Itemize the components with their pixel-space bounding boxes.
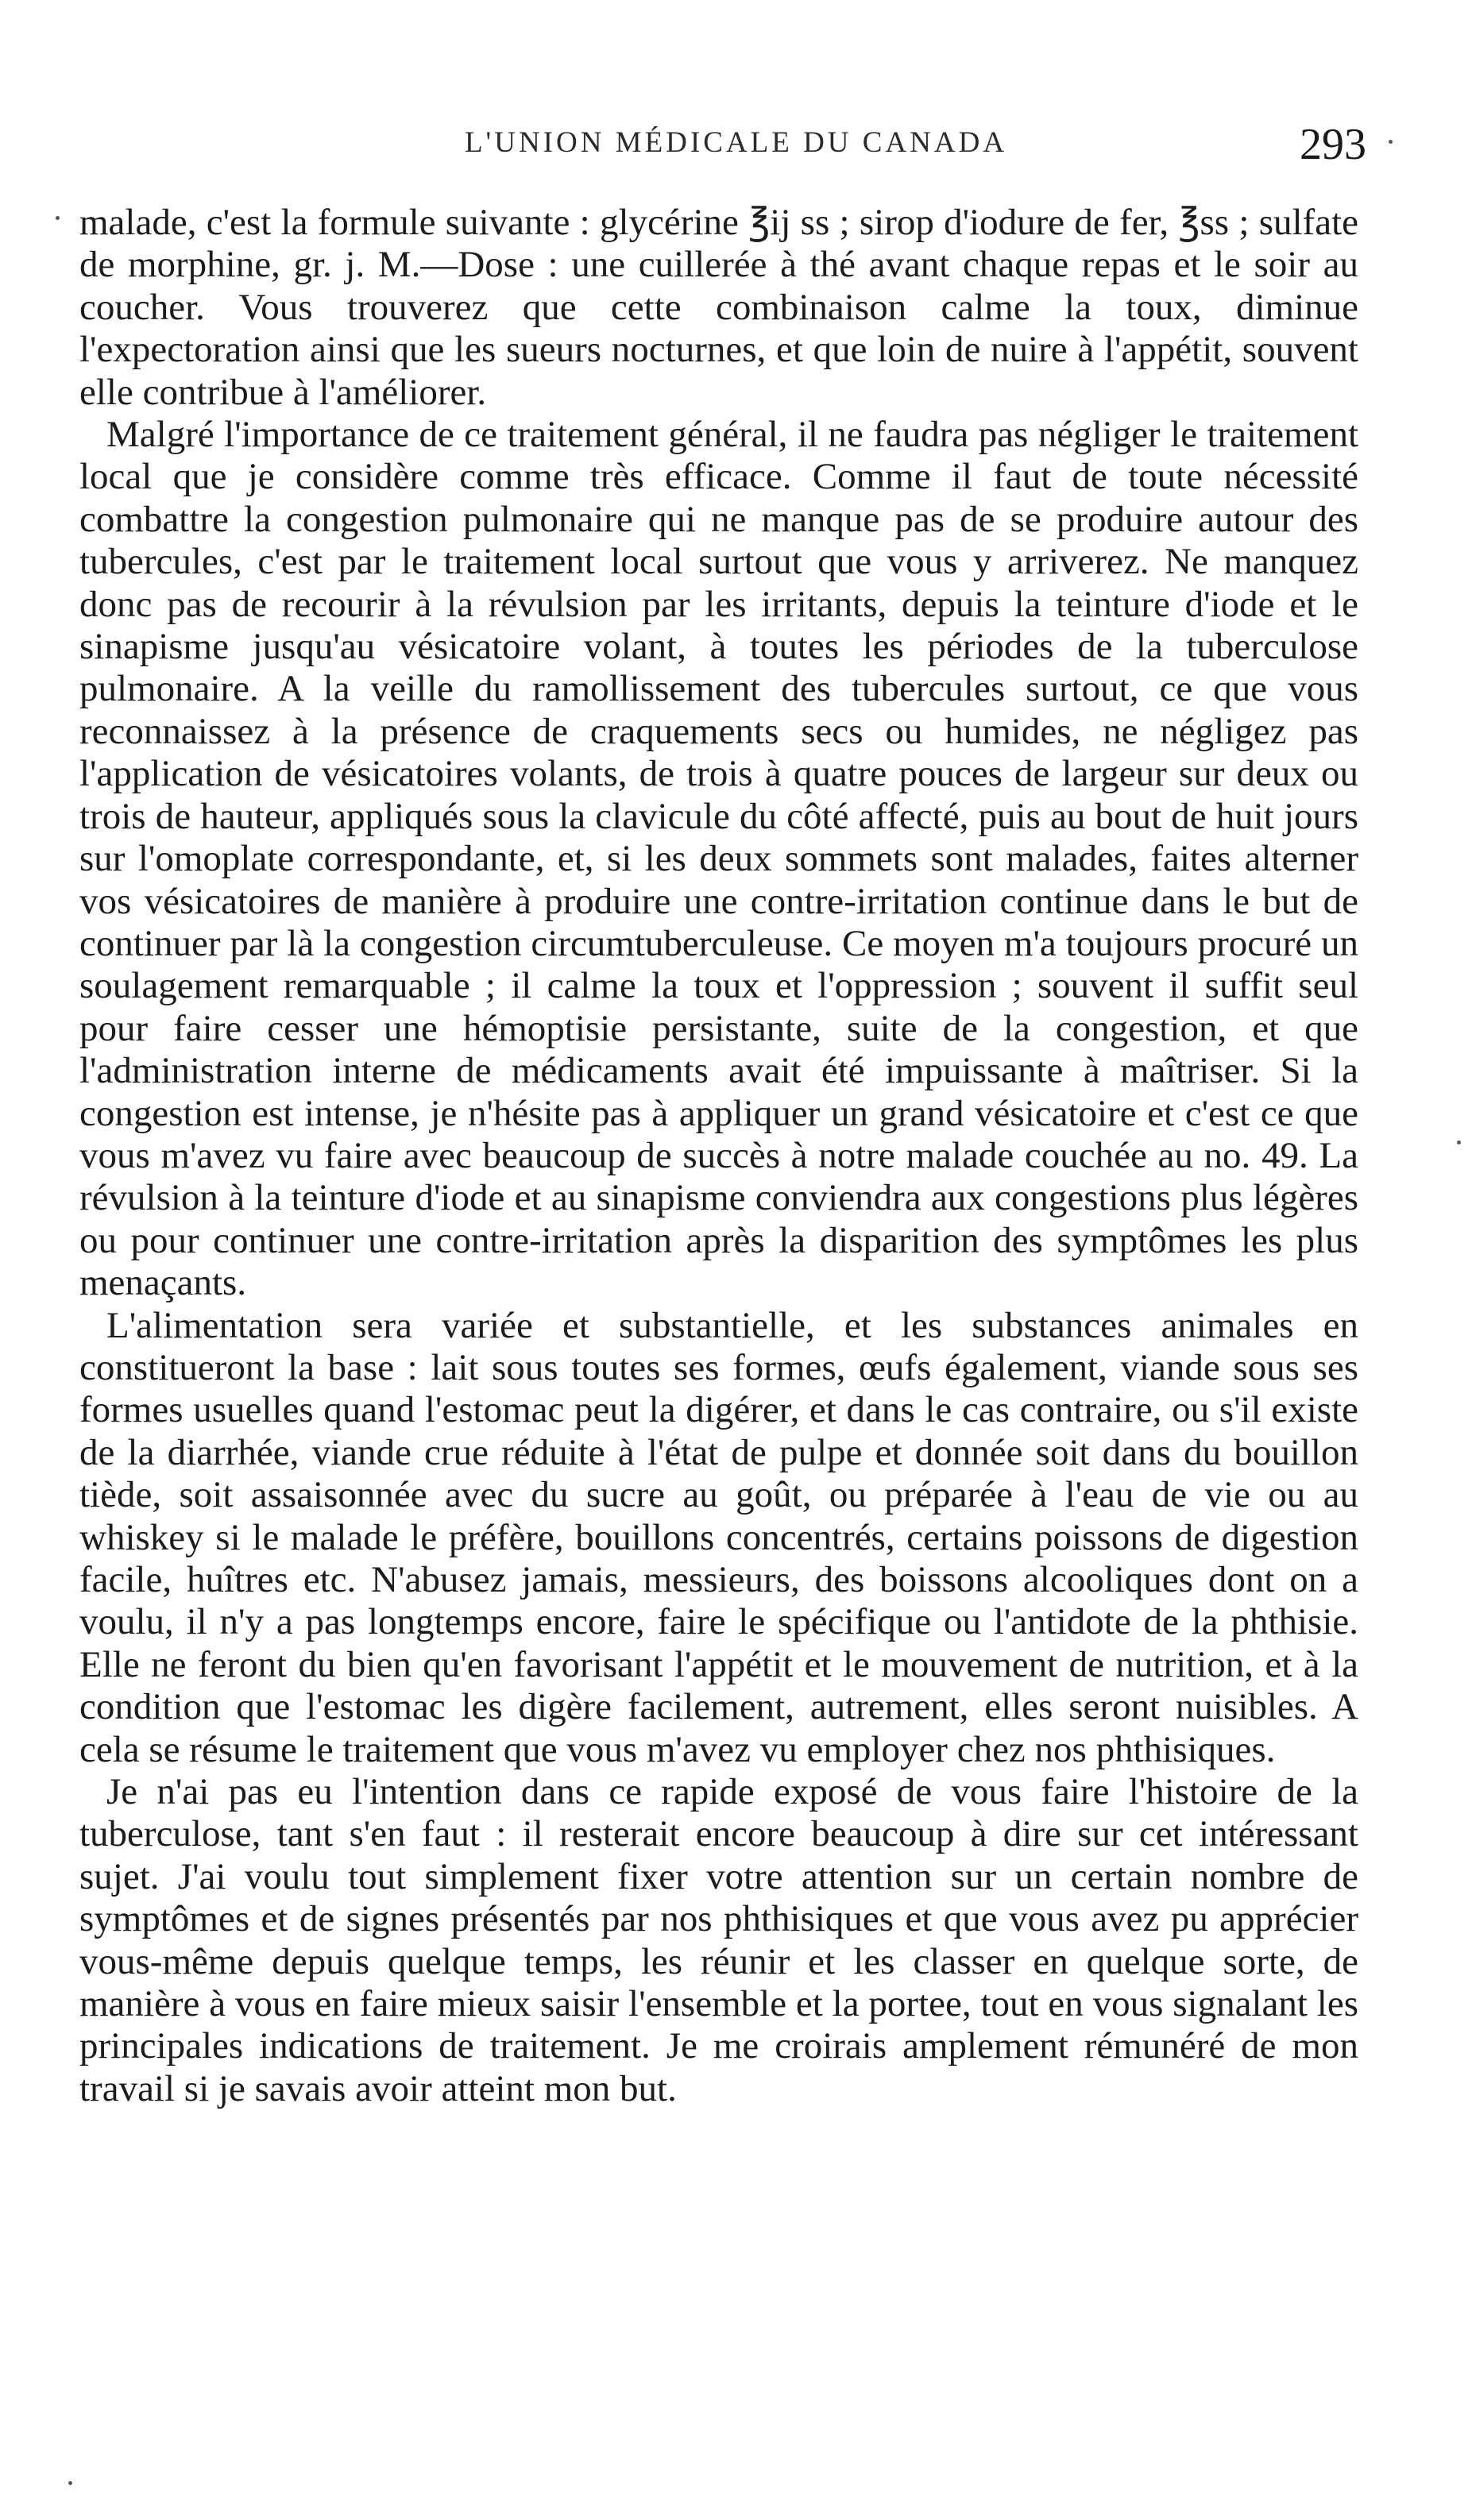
print-speck: [1389, 140, 1393, 144]
body-text: [79, 202, 1358, 2110]
page-number: 293: [1300, 120, 1366, 169]
paragraph-continuation: malade, c'est la formule suivante : glycérine ℥ij ss ; sirop d'iodure de fer, ℥ss ; sulfate de morphine, gr. j. M.—Dose : une cuillerée à thé avant chaque repas et le soir au coucher. Vous trouverez que cette combinaison calme la toux, diminue l'expectoration ainsi que les sueurs nocturnes, et que loin de nuire à l'appétit, souvent elle contribue à l'améliorer.: [79, 202, 1358, 413]
print-speck: [1457, 1140, 1461, 1144]
print-speck: [56, 216, 60, 220]
paragraph-alimentation: L'alimentation sera variée et substantielle, et les substances animales en constitueront la base : lait sous toutes ses formes, œufs également, viande sous ses formes usuelles quand l'estomac peut la digérer, et dans le cas contraire, ou s'il existe de la diarrhée, viande crue réduite à l'état de pulpe et donnée soit dans du bouillon tiède, soit assaisonnée avec du sucre au goût, ou préparée à l'eau de vie ou au whiskey si le malade le préfère, bouillons concentrés, certains poissons de digestion facile, huîtres etc. N'abusez jamais, messieurs, des boissons alcooliques dont on a voulu, il n'y a pas longtemps encore, faire le spécifique ou l'antidote de la phthisie. Elle ne feront du bien qu'en favorisant l'appétit et le mouvement de nutrition, et à la condition que l'estomac les digère facilement, autrement, elles seront nuisibles. A cela se résume le traitement que vous m'avez vu employer chez nos phthisiques.: [79, 1304, 1358, 1770]
running-title: L'UNION MÉDICALE DU CANADA: [464, 126, 1008, 159]
paragraph-local-treatment: Malgré l'importance de ce traitement général, il ne faudra pas négliger le traitement local que je considère comme très efficace. Comme il faut de toute nécessité combattre la congestion pulmonaire qui ne manque pas de se produire autour des tubercules, c'est par le traitement local surtout que vous y arriverez. Ne manquez donc pas de recourir à la révulsion par les irritants, depuis la teinture d'iode et le sinapisme jusqu'au vésicatoire volant, à toutes les périodes de la tuberculose pulmonaire. A la veille du ramollissement des tubercules surtout, ce que vous reconnaissez à la présence de craquements secs ou humides, ne négligez pas l'application de vésicatoires volants, de trois à quatre pouces de largeur sur deux ou trois de hauteur, appliqués sous la clavicule du côté affecté, puis au bout de huit jours sur l'omoplate correspondante, et, si les deux sommets sont malades, faites alterner vos vésicatoires de manière à produire une contre-irritation continue dans le but de continuer par là la congestion circumtuberculeuse. Ce moyen m'a toujours procuré un soulagement remarquable ; il calme la toux et l'oppression ; souvent il suffit seul pour faire cesser une hémoptisie persistante, suite de la congestion, et que l'administration interne de médicaments avait été impuissante à maîtriser. Si la congestion est intense, je n'hésite pas à appliquer un grand vésicatoire et c'est ce que vous m'avez vu faire avec beaucoup de succès à notre malade couchée au no. 49. La révulsion à la teinture d'iode et au sinapisme conviendra aux congestions plus légères ou pour continuer une contre-irritation après la disparition des symptômes les plus menaçants.: [79, 414, 1358, 1304]
paragraph-conclusion: Je n'ai pas eu l'intention dans ce rapide exposé de vous faire l'histoire de la tuberculose, tant s'en faut : il resterait encore beaucoup à dire sur cet intéressant sujet. J'ai voulu tout simplement fixer votre attention sur un certain nombre de symptômes et de signes présentés par nos phthisiques et que vous avez pu apprécier vous-même depuis quelque temps, les réunir et les classer en quelque sorte, de manière à vous en faire mieux saisir l'ensemble et la portee, tout en vous signalant les principales indications de traitement. Je me croirais amplement rémunéré de mon travail si je savais avoir atteint mon but.: [79, 1771, 1358, 2109]
running-header: [0, 119, 1472, 183]
print-speck: [68, 2481, 72, 2485]
